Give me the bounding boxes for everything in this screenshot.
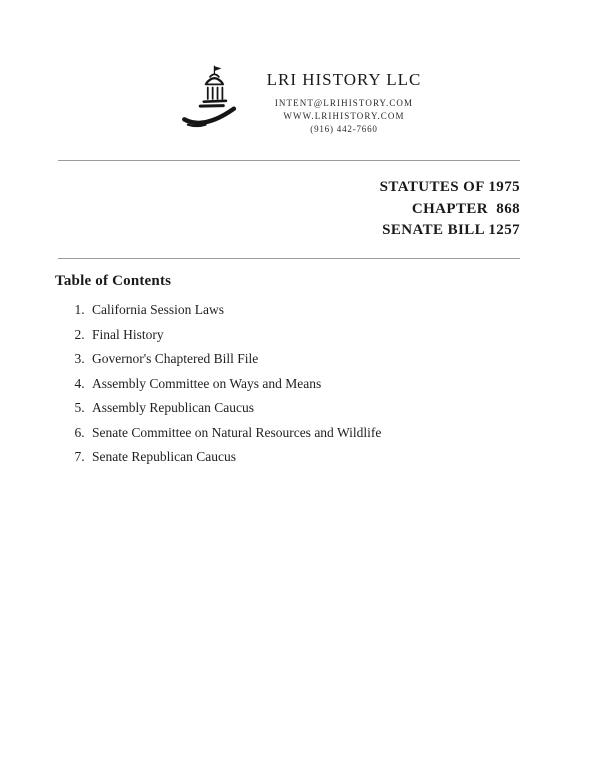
- firm-info: [267, 62, 422, 134]
- chapter-line: CHAPTER 868: [411, 200, 520, 217]
- letterhead: [0, 62, 600, 136]
- toc-item: 3. Governor's Chaptered Bill File: [88, 352, 540, 366]
- firm-website: WWW.LRIHISTORY.COM: [283, 110, 405, 121]
- toc-item: 2. Final History: [88, 328, 540, 342]
- divider-top: [58, 160, 520, 161]
- toc-item: 1. California Session Laws: [88, 303, 540, 317]
- toc-item: 6. Senate Committee on Natural Resources and Wildlife: [88, 426, 540, 440]
- firm-email: INTENT@LRIHISTORY.COM: [274, 98, 414, 108]
- statutes-line: STATUTES OF 1975: [379, 179, 520, 195]
- case-info: [380, 177, 520, 242]
- toc-item: 5. Assembly Republican Caucus: [88, 401, 540, 415]
- bill-line: SENATE BILL 1257: [382, 222, 520, 238]
- toc-title: Table of Contents: [55, 273, 172, 289]
- capitol-logo-icon: [179, 62, 241, 136]
- firm-phone: (916) 442-7660: [310, 124, 378, 134]
- divider-middle: [58, 258, 520, 259]
- toc-item: 4. Assembly Committee on Ways and Means: [88, 377, 540, 391]
- toc-list: [55, 303, 540, 475]
- firm-name: LRI HISTORY LLC: [266, 70, 422, 89]
- toc-item: 7. Senate Republican Caucus: [88, 450, 540, 464]
